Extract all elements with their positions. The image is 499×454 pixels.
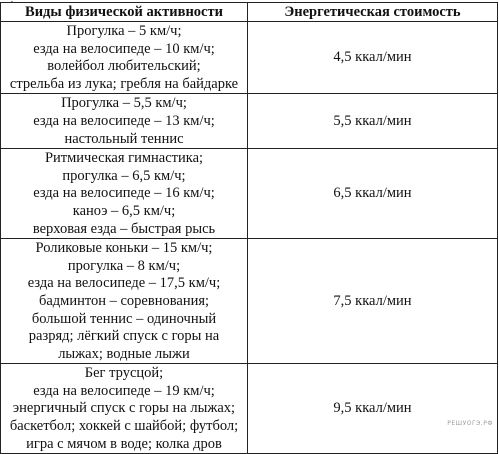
- watermark: РЕШУОГЭ.РФ: [447, 420, 493, 427]
- activity-line: разряд; лёгкий спуск с горы на: [28, 328, 220, 345]
- table-row: [1, 22, 498, 94]
- activity-cell: [1, 94, 248, 149]
- activity-line: энергичный спуск с горы на лыжах;: [12, 400, 236, 417]
- energy-cost-cell: 7,5 ккал/мин: [248, 239, 498, 364]
- activity-cell: [1, 149, 248, 239]
- activity-line: Ритмическая гимнастика;: [44, 150, 204, 167]
- activity-line: лыжах; водные лыжи: [58, 345, 190, 362]
- activity-line: Бег трусцой;: [84, 365, 164, 382]
- activity-line: езда на велосипеде – 10 км/ч;: [33, 40, 215, 57]
- table-header-row: [1, 3, 498, 22]
- activity-line: игра с мячом в воде; колка дров: [26, 435, 222, 452]
- activity-line: езда на велосипеде – 19 км/ч;: [33, 382, 215, 399]
- table-row: [1, 364, 498, 454]
- activity-line: большой теннис – одиночный: [31, 310, 217, 327]
- energy-cost-cell: 9,5 ккал/мин: [248, 364, 498, 454]
- activity-line: бадминтон – соревнования;: [38, 292, 210, 309]
- activity-line: езда на велосипеде – 17,5 км/ч;: [27, 275, 221, 292]
- activity-line: езда на велосипеде – 13 км/ч;: [33, 112, 215, 129]
- activity-line: каноэ – 6,5 км/ч;: [72, 202, 176, 219]
- activity-line: прогулка – 6,5 км/ч;: [62, 167, 186, 184]
- table-row: [1, 239, 498, 364]
- activity-cell: [1, 22, 248, 94]
- activity-line: Прогулка – 5,5 км/ч;: [61, 95, 187, 112]
- activity-line: езда на велосипеде – 16 км/ч;: [33, 185, 215, 202]
- activity-cell: [1, 239, 248, 364]
- header-activity-types: Виды физической активности: [1, 3, 248, 22]
- energy-cost-table: [0, 2, 498, 454]
- table-row: [1, 149, 498, 239]
- activity-line: Прогулка – 5 км/ч;: [66, 23, 182, 39]
- activity-line: баскетбол; хоккей с шайбой; футбол;: [9, 418, 239, 435]
- energy-cost-cell: 5,5 ккал/мин: [248, 94, 498, 149]
- activity-line: прогулка – 8 км/ч;: [67, 257, 181, 274]
- activity-line: верховая езда – быстрая рысь: [32, 220, 216, 237]
- activity-line: настольный теннис: [64, 130, 184, 147]
- energy-cost-cell: 6,5 ккал/мин: [248, 149, 498, 239]
- activity-cell: [1, 364, 248, 454]
- table-row: [1, 94, 498, 149]
- header-energy-cost: Энергетическая стоимость: [248, 3, 498, 22]
- activity-line: стрельба из лука; гребля на байдарке: [9, 75, 239, 92]
- activity-line: Роликовые коньки – 15 км/ч;: [35, 240, 213, 257]
- activity-line: волейбол любительский;: [47, 58, 201, 75]
- energy-cost-cell: 4,5 ккал/мин: [248, 22, 498, 94]
